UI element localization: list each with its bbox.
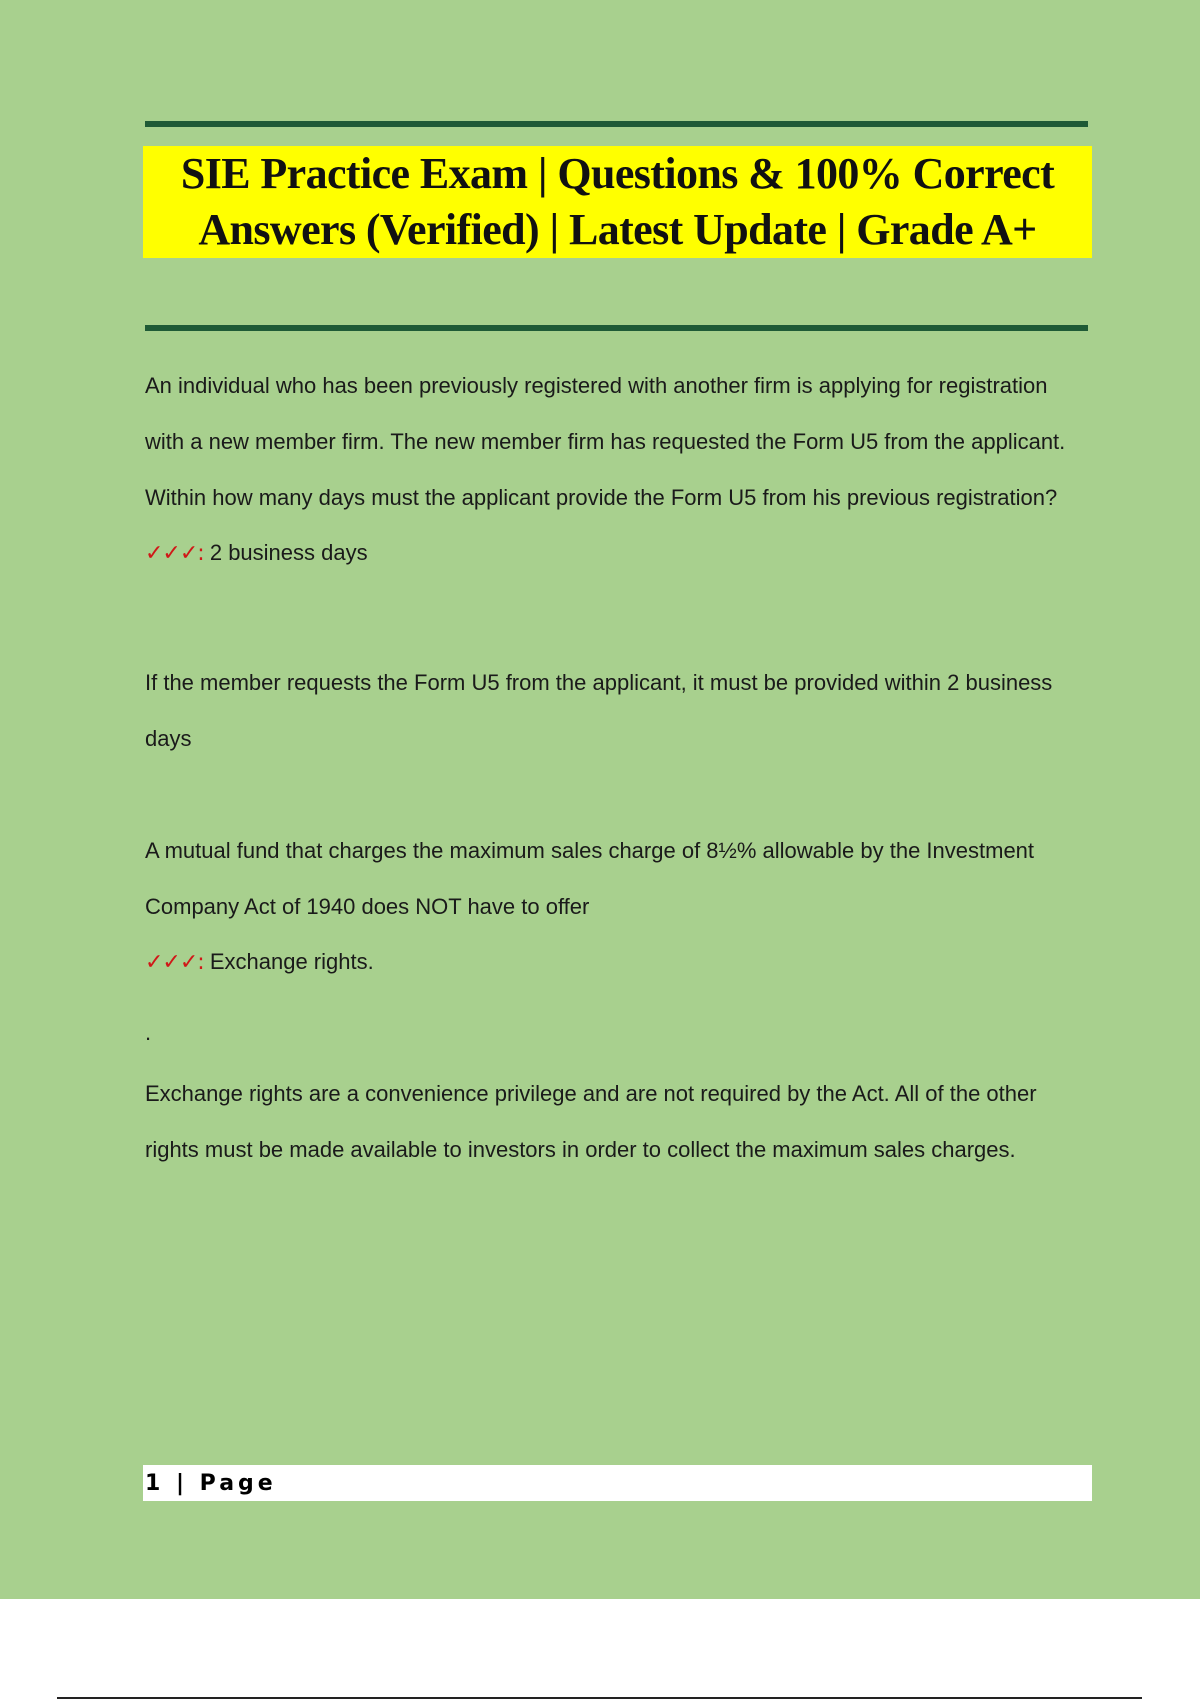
page-footer	[143, 1465, 1092, 1501]
page-separator-line	[57, 1697, 1142, 1699]
check-marks-icon: ✓✓✓:	[145, 950, 204, 975]
question-text: An individual who has been previously registered with another firm is applying for registration with a new member firm. The new member firm has requested the Form U5 from the applicant. Within how many days must the applicant provide the Form U5 from his previous registration?	[145, 373, 1066, 510]
explanation-text: If the member requests the Form U5 from the applicant, it must be provided within 2 business days	[145, 670, 1053, 751]
qa-content	[145, 372, 1090, 1178]
answer-text: 2 business days	[209, 540, 368, 565]
bottom-rule	[145, 325, 1088, 331]
answer-line	[145, 538, 1090, 569]
top-rule	[145, 121, 1088, 127]
separator-dot: .	[145, 1020, 152, 1045]
document-title: SIE Practice Exam | Questions & 100% Correct Answers (Verified) | Latest Update | Grade A+	[180, 149, 1055, 254]
title-highlight	[143, 146, 1092, 258]
check-marks-icon: ✓✓✓:	[145, 541, 204, 566]
answer-line	[145, 947, 1090, 978]
answer-text: Exchange rights.	[209, 949, 374, 974]
explanation-text: Exchange rights are a convenience privilege and are not required by the Act. All of the other rights must be made available to investors in order to collect the maximum sales charges.	[145, 1081, 1037, 1162]
page-number: 1 | Page	[145, 1470, 277, 1496]
question-text: A mutual fund that charges the maximum sales charge of 8½% allowable by the Investment Company Act of 1940 does NOT have to offer	[145, 838, 1035, 919]
